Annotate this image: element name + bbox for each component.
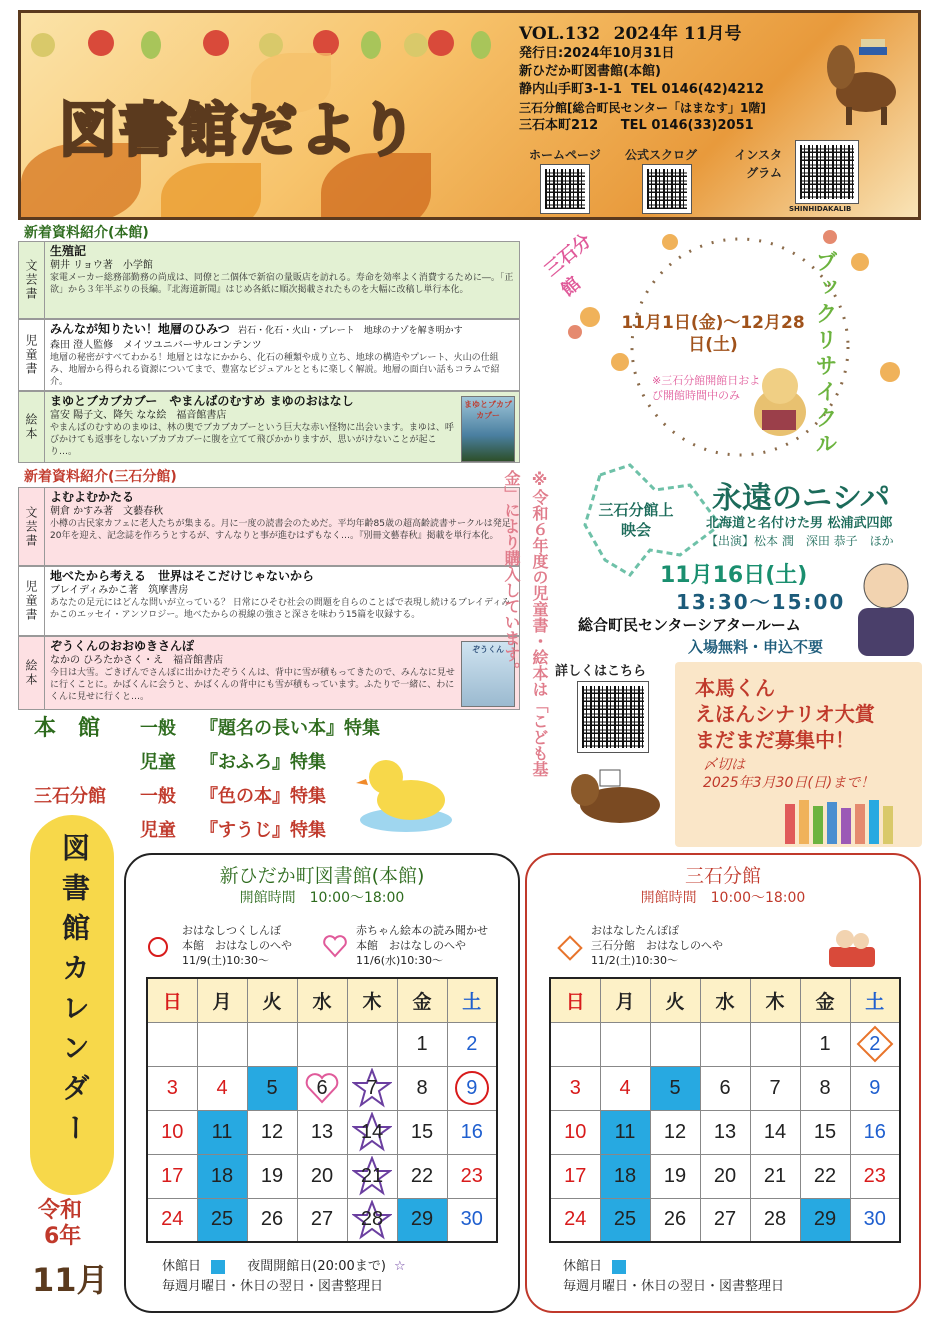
specials-main-label: 本 館 [34, 716, 101, 741]
volume-number: VOL.132 [519, 24, 601, 44]
calendar-day-27: 27 [297, 1198, 347, 1242]
reading-children-icon [827, 919, 877, 969]
category-label: 絵本 [19, 392, 45, 462]
weekday-header: 火 [247, 978, 297, 1022]
newsletter-title: 図書館だより [59, 96, 420, 164]
contest-deadline-label: 〆切は [703, 757, 745, 773]
homepage-label: ホームページ [529, 148, 601, 162]
calendar-day-19: 19 [247, 1154, 297, 1198]
book-title: 地べたから考える 世界はそこだけじゃないから [50, 569, 315, 583]
movie-time: 13:30～15:00 [676, 590, 846, 614]
book-description: 今日は大雪。ごきげんでさんぽに出かけたぞうくんは、背中に雪が積もってきたので、みんなに見せに行くことに。かばくんに会うと、かばくんの背中にも雪が積もっています。ふたりで一緒に、わにくんに見せに行くと…。 [50, 668, 455, 702]
branch-library-address: 三石本町212 [519, 118, 599, 133]
calendar-day-16: 16 [850, 1110, 900, 1154]
diamond-legend-icon [557, 935, 582, 960]
calendar-day-18: 18 [197, 1154, 247, 1198]
horse-mascot-icon [811, 27, 911, 127]
book-subtitle: 岩石・化石・火山・プレート 地球のナゾを解き明かす [238, 326, 463, 336]
main-calendar-hours: 開館時間 10:00～18:00 [239, 890, 405, 906]
calendar-day-7: 7 [750, 1066, 800, 1110]
sukuroku-qr-code[interactable] [643, 165, 691, 213]
main-library-tel: TEL 0146(42)4212 [631, 82, 764, 97]
calendar-day-15: 15 [800, 1110, 850, 1154]
book-cover-title: ぞうくん [472, 645, 504, 654]
branch-library-name: 三石分館[総合町民センター「はまなす」1階] [519, 101, 766, 115]
circle-legend-icon [148, 937, 168, 957]
calendar-day-26: 26 [650, 1198, 700, 1242]
main-new-row-literature [18, 241, 520, 319]
branch-event-info [591, 923, 723, 968]
calendar-empty-cell [550, 1022, 600, 1066]
calendar-day-29: 29 [800, 1198, 850, 1242]
calendar-day-7: 7 [347, 1066, 397, 1110]
calendar-day-29: 29 [397, 1198, 447, 1242]
movie-cast: 【出演】松本 潤 深田 恭子 ほか [706, 534, 894, 548]
main-calendar-grid [146, 977, 498, 1243]
specials-general-label: 一般 [140, 718, 176, 739]
calendar-day-22: 22 [397, 1154, 447, 1198]
closed-legend-swatch [211, 1260, 225, 1274]
calendar-day-11: 11 [600, 1110, 650, 1154]
weekday-header: 土 [850, 978, 900, 1022]
specials-general-label: 一般 [140, 786, 176, 807]
weekday-header: 日 [550, 978, 600, 1022]
weekday-header: 土 [447, 978, 497, 1022]
book-cover-image [461, 396, 515, 462]
calendar-day-12: 12 [247, 1110, 297, 1154]
book-title: よむよむかたる [50, 490, 135, 504]
kodomo-kikin-note: ※令和６年度の児童書・絵本は「こども基金」により購入しています。 [502, 470, 549, 777]
book-author: ブレイディみかこ著 筑摩書房 [50, 585, 189, 596]
calendar-empty-cell [700, 1022, 750, 1066]
calendar-day-14: 14 [750, 1110, 800, 1154]
calendar-empty-cell [297, 1022, 347, 1066]
calendar-day-28: 28 [750, 1198, 800, 1242]
rubber-duck-icon [356, 745, 456, 835]
calendar-day-22: 22 [800, 1154, 850, 1198]
specials-child-label: 児童 [140, 752, 176, 773]
book-author: なかの ひろたかさく・え 福音館書店 [50, 655, 224, 666]
movie-date: 11月16日(土) [660, 563, 808, 588]
instagram-label: インスタグラム [734, 148, 782, 180]
movie-subtitle: 北海道と名付けた男 松浦武四郎 [706, 516, 893, 531]
calendar-day-4: 4 [600, 1066, 650, 1110]
category-label: 児童書 [19, 320, 45, 390]
weekday-header: 火 [650, 978, 700, 1022]
publish-date: 発行日:2024年10月31日 [519, 46, 675, 61]
calendar-empty-cell [750, 1022, 800, 1066]
calendar-day-25: 25 [197, 1198, 247, 1242]
calendar-day-3: 3 [147, 1066, 197, 1110]
calendar-month: 11月 [32, 1261, 109, 1299]
event-2-date: 11/6(水)10:30～ [356, 954, 443, 967]
calendar-empty-cell [197, 1022, 247, 1066]
calendar-day-5: 5 [247, 1066, 297, 1110]
calendar-empty-cell [247, 1022, 297, 1066]
book-author: 富安 陽子文、降矢 なな絵 福音館書店 [50, 410, 227, 421]
calendar-day-8: 8 [397, 1066, 447, 1110]
horse-reading-icon [560, 760, 680, 840]
calendar-day-6: 6 [297, 1066, 347, 1110]
calendar-day-28: 28 [347, 1198, 397, 1242]
calendar-day-24: 24 [550, 1198, 600, 1242]
calendar-day-1: 1 [397, 1022, 447, 1066]
calendar-empty-cell [347, 1022, 397, 1066]
contest-deadline-date: 2025年3月30日(日)まで！ [703, 775, 875, 791]
calendar-day-30: 30 [447, 1198, 497, 1242]
book-description: 家電メーカー総務部勤務の尚成は、同僚と二個体で新宿の量販店を訪れる。寿命を効率よく消費するために―。「正欲」から３年半ぶりの長編。『北海道新聞』はじめ各紙に順次掲載されたものを大幅に改稿し単行本化。 [50, 273, 514, 295]
calendar-title-text: 図書館カレンダー [58, 833, 91, 1153]
calendar-day-9: 9 [447, 1066, 497, 1110]
calendar-day-4: 4 [197, 1066, 247, 1110]
calendar-day-18: 18 [600, 1154, 650, 1198]
branch-closed-legend [563, 1255, 626, 1274]
calendar-day-17: 17 [550, 1154, 600, 1198]
book-recycle-dates: 11月1日(金)～12月28日(土) [621, 313, 805, 355]
screening-badge: 三石分館上映会 [598, 501, 674, 539]
main-new-row-children [18, 319, 520, 391]
book-author: 朝井 リョウ著 小学館 [50, 260, 153, 271]
calendar-day-10: 10 [147, 1110, 197, 1154]
issue-month: 2024年 11月号 [613, 24, 742, 44]
sukuroku-label: 公式スクログ [625, 148, 698, 162]
calendar-day-20: 20 [700, 1154, 750, 1198]
era-label: 令和 [38, 1198, 83, 1223]
movie-entry: 入場無料・申込不要 [688, 638, 824, 656]
header-banner [18, 10, 921, 220]
specials-branch-label: 三石分館 [34, 786, 106, 807]
branch-calendar-title: 三石分館 [684, 865, 761, 887]
branch-event-title: おはなしたんぽぽ [591, 924, 679, 937]
main-library-address: 静内山手町3-1-1 [519, 82, 622, 97]
main-calendar-title: 新ひだか町図書館(本館) [219, 865, 425, 887]
movie-venue: 総合町民センターシアタールーム [578, 616, 801, 634]
branch-new-heading: 新着資料紹介(三石分館) [24, 469, 177, 485]
calendar-day-14: 14 [347, 1110, 397, 1154]
book-author: 朝倉 かすみ著 文藝春秋 [50, 506, 164, 517]
calendar-day-30: 30 [850, 1198, 900, 1242]
event-2-title: 赤ちゃん絵本の読み聞かせ [356, 924, 488, 937]
branch-library-tel: TEL 0146(33)2051 [620, 118, 754, 133]
contest-line-3: まだまだ募集中！ [695, 728, 855, 752]
branch-closed-legend-label: 休館日 [563, 1259, 603, 1274]
specials-branch-child: 『すうじ』特集 [200, 820, 326, 841]
weekday-header: 木 [347, 978, 397, 1022]
calendar-day-26: 26 [247, 1198, 297, 1242]
calendar-day-25: 25 [600, 1198, 650, 1242]
homepage-qr-code[interactable] [541, 165, 589, 213]
category-label: 絵本 [19, 637, 45, 709]
book-recycle-note: ※三石分館開館日および開館時間中のみ [652, 374, 761, 402]
instagram-qr-code[interactable] [796, 141, 858, 203]
calendar-day-23: 23 [850, 1154, 900, 1198]
main-new-heading: 新着資料紹介(本館) [24, 225, 149, 241]
branch-event-place: 三石分館 おはなしのへや [591, 939, 723, 952]
event-1-title: おはなしつくしんぼ [182, 924, 281, 937]
calendar-day-5: 5 [650, 1066, 700, 1110]
calendar-day-23: 23 [447, 1154, 497, 1198]
book-description: 地層の秘密がすべてわかる！地層とはなにかから、化石の種類や成り立ち、地球の構造やプレート、火山の仕組み、地層から得られる資源についてまで、豊富なビジュアルとともに楽しく解説。地層の面白い話もコラムで紹介。 [50, 353, 500, 387]
calendar-day-10: 10 [550, 1110, 600, 1154]
calendar-day-15: 15 [397, 1110, 447, 1154]
actor-portrait-icon [848, 558, 926, 658]
calendar-day-13: 13 [700, 1110, 750, 1154]
weekday-header: 金 [800, 978, 850, 1022]
event-2-info [356, 923, 488, 968]
event-2-place: 本館 おはなしのへや [356, 939, 466, 952]
book-title: 生殖記 [50, 244, 87, 258]
branch-new-row-children [18, 566, 520, 636]
more-info-label: 詳しくはこちら [555, 664, 647, 679]
weekday-header: 月 [197, 978, 247, 1022]
category-label: 児童書 [19, 567, 45, 635]
calendar-day-2: 2 [447, 1022, 497, 1066]
weekday-header: 日 [147, 978, 197, 1022]
branch-calendar-box [525, 853, 921, 1313]
main-library-name: 新ひだか町図書館(本館) [519, 64, 661, 79]
fruit-border [21, 13, 501, 63]
event-1-date: 11/9(土)10:30～ [182, 954, 269, 967]
book-cover-title: まゆとブカブカブー [464, 400, 512, 420]
calendar-day-13: 13 [297, 1110, 347, 1154]
calendar-day-3: 3 [550, 1066, 600, 1110]
calendar-day-19: 19 [650, 1154, 700, 1198]
specials-main-general: 『題名の長い本』特集 [200, 718, 380, 739]
calendar-day-27: 27 [700, 1198, 750, 1242]
branch-event-date: 11/2(土)10:30～ [591, 954, 678, 967]
book-title: みんなが知りたい！地層のひみつ [50, 322, 230, 336]
book-recycle-title: ブックリサイクル [812, 250, 837, 458]
night-open-legend-label: 夜間開館日(20:00まで) [247, 1259, 386, 1274]
calendar-day-8: 8 [800, 1066, 850, 1110]
event-1-place: 本館 おはなしのへや [182, 939, 292, 952]
calendar-day-16: 16 [447, 1110, 497, 1154]
branch-new-row-picturebook [18, 636, 520, 710]
movie-title: 永遠のニシパ [712, 481, 890, 516]
closed-days-note: 毎週月曜日・休日の翌日・図書整理日 [162, 1279, 384, 1294]
calendar-day-20: 20 [297, 1154, 347, 1198]
weekday-header: 金 [397, 978, 447, 1022]
category-label: 文芸書 [19, 242, 45, 318]
closed-legend [162, 1255, 406, 1274]
branch-calendar-grid [549, 977, 901, 1243]
fruit-icons [21, 13, 501, 63]
branch-closed-days-note: 毎週月曜日・休日の翌日・図書整理日 [563, 1279, 785, 1294]
specials-main-child: 『おふろ』特集 [200, 752, 326, 773]
book-title: ぞうくんのおおゆきさんぽ [50, 639, 195, 653]
book-title: まゆとブカブカブー やまんばのむすめ まゆのおはなし [50, 394, 354, 408]
calendar-day-21: 21 [750, 1154, 800, 1198]
calendar-day-6: 6 [700, 1066, 750, 1110]
calendar-day-9: 9 [850, 1066, 900, 1110]
calendar-day-2: 2 [850, 1022, 900, 1066]
closed-legend-swatch [612, 1260, 626, 1274]
calendar-day-1: 1 [800, 1022, 850, 1066]
weekday-header: 月 [600, 978, 650, 1022]
main-calendar-box [124, 853, 520, 1313]
branch-new-row-literature [18, 487, 520, 566]
book-description: やまんばのむすめのまゆは、林の奥でブカブカブーという巨大な赤い怪物に出会います。まゆは、呼びかけても返事をしないブカブカブーに腹を立てて飛びかかりますが、思いがけないことが起こり…。 [50, 423, 454, 457]
book-recycle-place: 三石分館 [540, 230, 596, 301]
weekday-header: 水 [700, 978, 750, 1022]
colored-pencils-icon [785, 794, 915, 844]
main-new-row-picturebook [18, 391, 520, 463]
star-legend-icon: ☆ [394, 1259, 406, 1274]
era-year: 6年 [44, 1224, 82, 1249]
specials-child-label: 児童 [140, 820, 176, 841]
calendar-side-title [20, 815, 120, 1299]
closed-legend-label: 休館日 [162, 1259, 202, 1274]
book-description: 小樽の古民家カフェに老人たちが集まる。月に一度の読書会のためだ。平均年齢85歳の超高齢読書サークルは発足20年を迎え、記念誌を作ろうとするが、すんなりと事が進むはずもなく…。『別冊文藝春秋』掲載を単行本化。 [50, 519, 511, 541]
calendar-empty-cell [600, 1022, 650, 1066]
heart-legend-icon [322, 933, 348, 959]
contest-line-2: えほんシナリオ大賞 [695, 702, 875, 726]
weekday-header: 木 [750, 978, 800, 1022]
calendar-day-12: 12 [650, 1110, 700, 1154]
contest-line-1: 本馬くん [695, 676, 775, 700]
contest-qr-code[interactable] [578, 682, 648, 752]
branch-calendar-hours: 開館時間 10:00～18:00 [640, 890, 806, 906]
fox-reading-icon [740, 362, 820, 442]
calendar-day-24: 24 [147, 1198, 197, 1242]
event-1-info [182, 923, 292, 968]
calendar-empty-cell [147, 1022, 197, 1066]
weekday-header: 水 [297, 978, 347, 1022]
issue-info [519, 25, 809, 135]
specials-branch-general: 『色の本』特集 [200, 786, 326, 807]
book-author: 森田 澄人監修 メイツユニバーサルコンテンツ [50, 340, 262, 351]
calendar-day-17: 17 [147, 1154, 197, 1198]
calendar-day-21: 21 [347, 1154, 397, 1198]
instagram-id: SHINHIDAKALIB [789, 205, 852, 213]
category-label: 文芸書 [19, 488, 45, 565]
calendar-empty-cell [650, 1022, 700, 1066]
calendar-day-11: 11 [197, 1110, 247, 1154]
book-description: あなたの足元にはどんな問いが立っている？ 日常にひそむ社会の問題を自らのことばで表現し続けるブレイディみかこのエッセイ・アンソロジー。地べたからの視線の強さと深さを味わう15篇を収録する。 [50, 598, 511, 620]
contest-panel [675, 662, 922, 847]
